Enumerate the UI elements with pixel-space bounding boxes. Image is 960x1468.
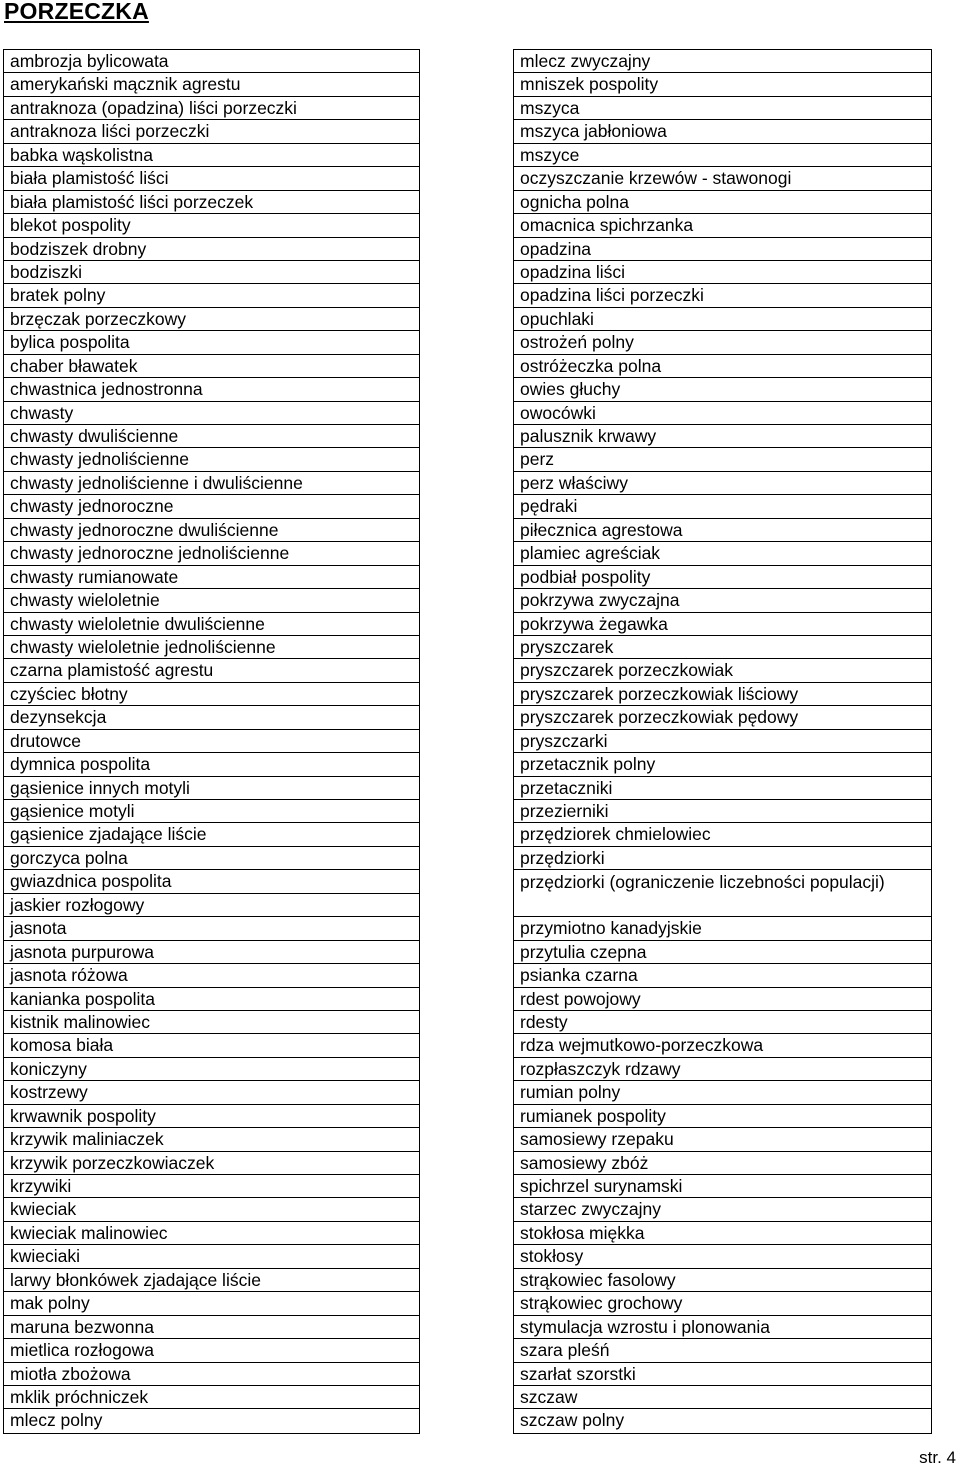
list-item: rumianek pospolity [514,1105,931,1128]
list-item: oczyszczanie krzewów - stawonogi [514,167,931,190]
list-item: koniczyny [4,1058,419,1081]
list-item: pryszczarek porzeczkowiak pędowy [514,706,931,729]
list-item: chwasty jednoliścienne i dwuliścienne [4,472,419,495]
list-item: gwiazdnica pospolita [4,870,419,893]
list-item: perz właściwy [514,472,931,495]
list-item: owies głuchy [514,378,931,401]
list-item: gąsienice motyli [4,800,419,823]
list-item: gorczyca polna [4,847,419,870]
list-item: amerykański mącznik agrestu [4,73,419,96]
list-item: szczaw polny [520,1410,625,1431]
list-item: rumian polny [514,1081,931,1104]
list-item: pryszczarek porzeczkowiak [514,659,931,682]
list-item: chwasty wieloletnie dwuliścienne [4,613,419,636]
list-item: drutowce [4,730,419,753]
list-item: mklik próchniczek [4,1386,419,1409]
list-item: chwastnica jednostronna [4,378,419,401]
list-item: ambrozja bylicowata [4,50,419,73]
list-item: krzywiki [4,1175,419,1198]
list-item: przetaczniki [514,777,931,800]
list-item: kostrzewy [4,1081,419,1104]
list-item: mszyce [514,144,931,167]
list-item: jaskier rozłogowy [4,894,419,917]
list-item: chwasty wieloletnie jednoliścienne [4,636,419,659]
list-item: omacnica spichrzanka [514,214,931,237]
list-item: pokrzywa zwyczajna [514,589,931,612]
list-item: szara pleśń [514,1339,931,1362]
list-item: mszyca [514,97,931,120]
list-item: maruna bezwonna [4,1316,419,1339]
list-item: mietlica rozłogowa [4,1339,419,1362]
list-item: bodziszki [4,261,419,284]
list-item: kanianka pospolita [4,988,419,1011]
list-item: opadzina [514,238,931,261]
list-item: szczaw [514,1386,931,1409]
list-item: perz [514,448,931,471]
list-item: piłecznica agrestowa [514,519,931,542]
list-item: babka wąskolistna [4,144,419,167]
list-item: komosa biała [4,1034,419,1057]
list-item: przetacznik polny [514,753,931,776]
list-item: opadzina liści porzeczki [514,284,931,307]
list-item: owocówki [514,402,931,425]
list-item: spichrzel surynamski [514,1175,931,1198]
list-item: jasnota różowa [4,964,419,987]
list-item: biała plamistość liści porzeczek [4,191,419,214]
list-item: strąkowiec grochowy [514,1292,931,1315]
list-item: przędziorki [514,847,931,870]
list-item: miotła zbożowa [4,1363,419,1386]
list-item: stokłosa miękka [514,1222,931,1245]
list-item: przymiotno kanadyjskie [514,917,931,940]
list-item: pędraki [514,495,931,518]
list-item: stokłosy [514,1245,931,1268]
list-item: palusznik krwawy [514,425,931,448]
list-item: chwasty jednoroczne jednoliścienne [4,542,419,565]
list-item: bratek polny [4,284,419,307]
list-item: mak polny [4,1292,419,1315]
list-item: chaber bławatek [4,355,419,378]
list-item: rdza wejmutkowo-porzeczkowa [514,1034,931,1057]
list-item: ostróżeczka polna [514,355,931,378]
list-item: dymnica pospolita [4,753,419,776]
list-item: chwasty rumianowate [4,566,419,589]
list-item: gąsienice innych motyli [4,777,419,800]
list-item: krwawnik pospolity [4,1105,419,1128]
page-title: PORZECZKA [4,0,149,24]
list-item: pryszczarek porzeczkowiak liściowy [514,683,931,706]
right-list [513,49,932,1434]
list-item: chwasty dwuliścienne [4,425,419,448]
list-item: chwasty wieloletnie [4,589,419,612]
list-item: chwasty jednoliścienne [4,448,419,471]
list-item: chwasty [4,402,419,425]
list-item: kistnik malinowiec [4,1011,419,1034]
list-item: dezynsekcja [4,706,419,729]
list-item: opuchlaki [514,308,931,331]
list-item: krzywik maliniaczek [4,1128,419,1151]
list-item: przezierniki [514,800,931,823]
list-item: kwieciak malinowiec [4,1222,419,1245]
list-item: rdest powojowy [514,988,931,1011]
list-item: bodziszek drobny [4,238,419,261]
list-item: jasnota purpurowa [4,941,419,964]
list-item: przytulia czepna [514,941,931,964]
list-item: przędziorek chmielowiec [514,823,931,846]
list-item: blekot pospolity [4,214,419,237]
page-number: str. 4 [919,1448,956,1467]
list-item: krzywik porzeczkowiaczek [4,1152,419,1175]
list-item: gąsienice zjadające liście [4,823,419,846]
list-item: opadzina liści [514,261,931,284]
list-item: stymulacja wzrostu i plonowania [514,1316,931,1339]
list-item: antraknoza (opadzina) liści porzeczki [4,97,419,120]
list-item: chwasty jednoroczne [4,495,419,518]
list-item: samosiewy rzepaku [514,1128,931,1151]
list-item: szarłat szorstki [514,1363,931,1386]
left-list [3,49,420,1434]
list-item: ostrożeń polny [514,331,931,354]
list-item: mniszek pospolity [514,73,931,96]
list-item: jasnota [4,917,419,940]
list-item: pokrzywa żegawka [514,613,931,636]
list-item: starzec zwyczajny [514,1198,931,1221]
list-item: podbiał pospolity [514,566,931,589]
list-item: mlecz polny [10,1410,103,1431]
list-item: kwieciaki [4,1245,419,1268]
list-item: strąkowiec fasolowy [514,1269,931,1292]
list-item: rozpłaszczyk rdzawy [514,1058,931,1081]
list-item: pryszczarki [514,730,931,753]
list-item: mlecz zwyczajny [514,50,931,73]
list-item: kwieciak [4,1198,419,1221]
list-item: bylica pospolita [4,331,419,354]
list-item: chwasty jednoroczne dwuliścienne [4,519,419,542]
list-item: samosiewy zbóż [514,1152,931,1175]
list-item: przędziorki (ograniczenie liczebności populacji) [514,870,931,917]
list-item: biała plamistość liści [4,167,419,190]
list-item: mszyca jabłoniowa [514,120,931,143]
list-item: ognicha polna [514,191,931,214]
list-item: czarna plamistość agrestu [4,659,419,682]
list-item: rdesty [514,1011,931,1034]
list-item: brzęczak porzeczkowy [4,308,419,331]
list-item: larwy błonkówek zjadające liście [4,1269,419,1292]
list-item: czyściec błotny [4,683,419,706]
list-item: antraknoza liści porzeczki [4,120,419,143]
list-item: pryszczarek [514,636,931,659]
list-item: plamiec agreściak [514,542,931,565]
list-item: psianka czarna [514,964,931,987]
